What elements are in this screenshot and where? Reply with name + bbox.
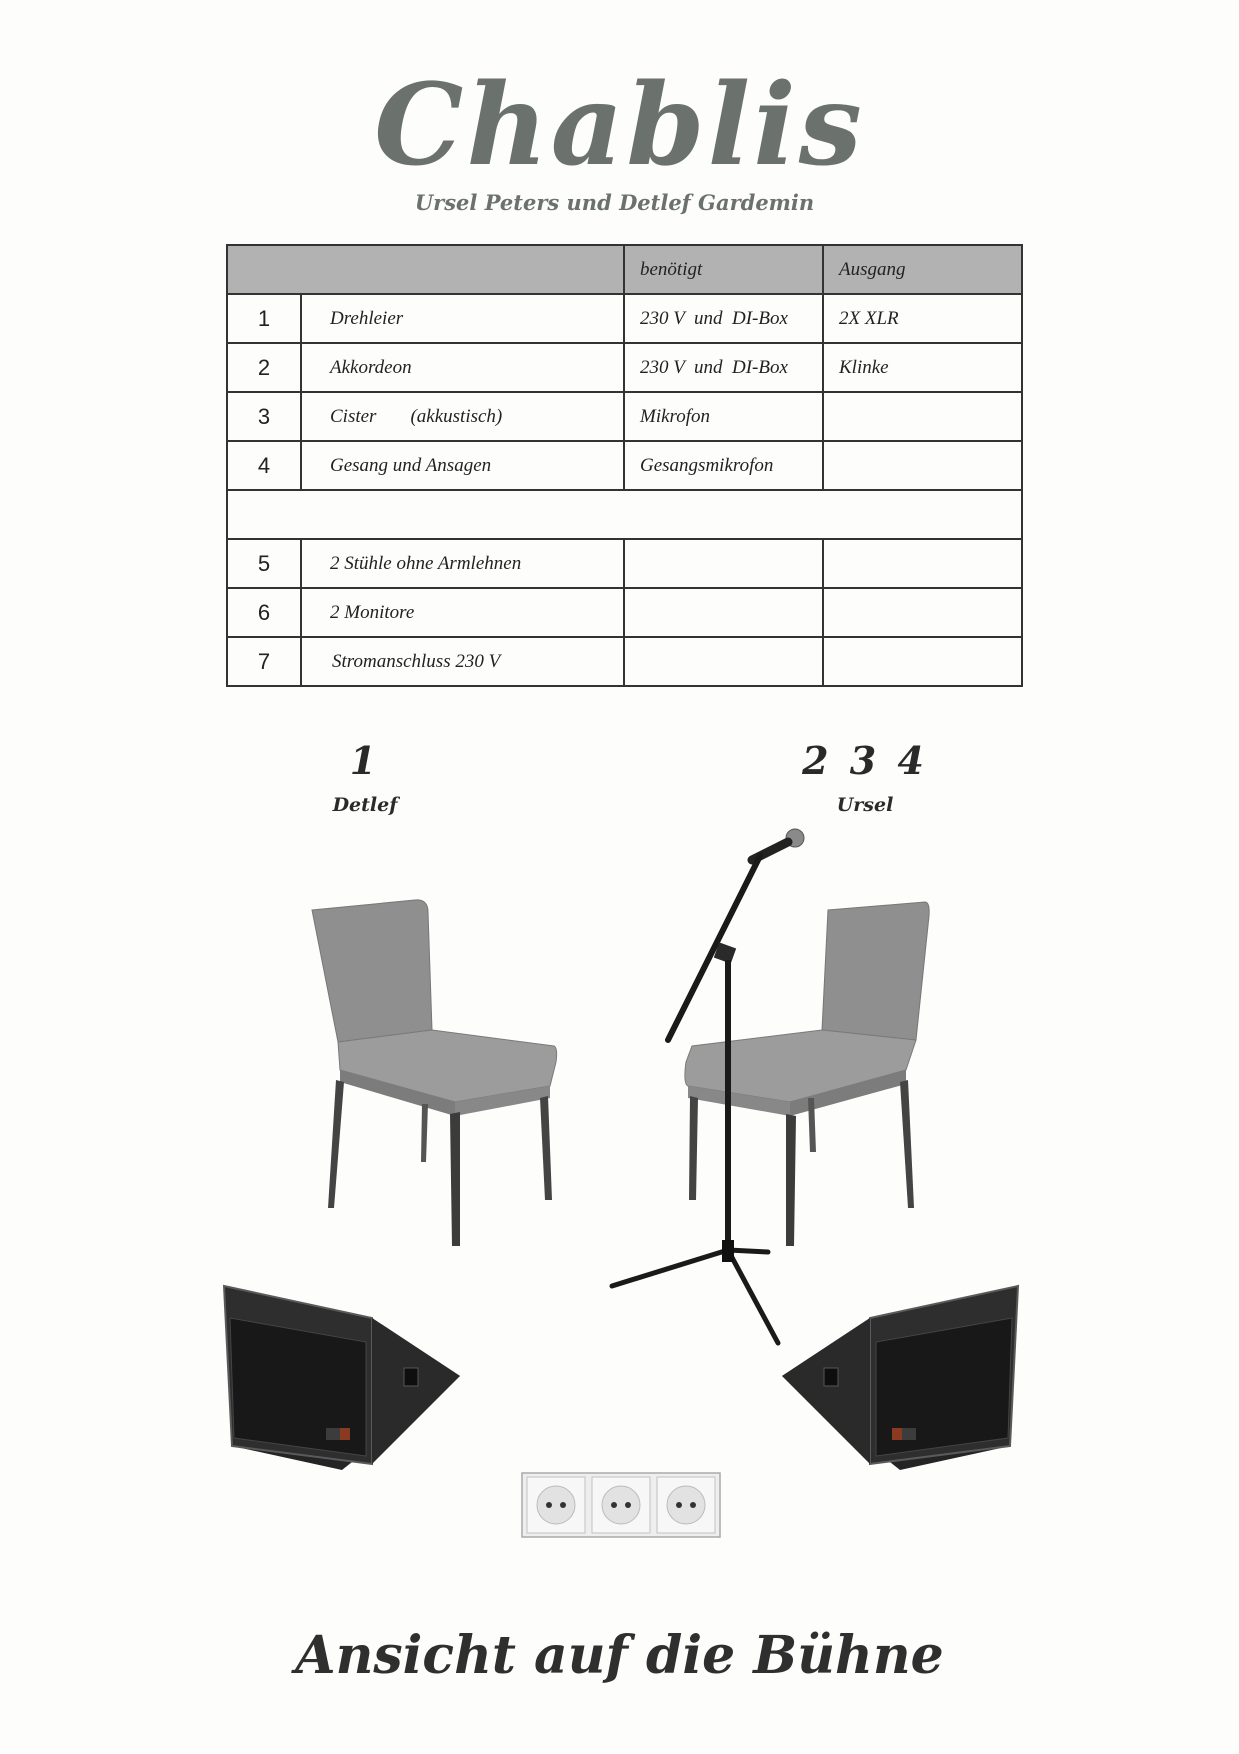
table-row [227, 294, 1022, 343]
table-spacer-row [227, 490, 1022, 539]
stage-view-caption: Ansicht auf die Bühne [295, 1625, 944, 1686]
row-item-cell [301, 392, 624, 441]
header-output: Ausgang [823, 245, 1022, 294]
row-needed: 230 V und DI-Box [624, 343, 823, 392]
band-members: Ursel Peters und Detlef Gardemin [414, 190, 815, 215]
right-performer-name: Ursel [836, 794, 894, 816]
power-outlets-image [521, 1472, 721, 1538]
table-row [227, 539, 1022, 588]
row-output: Klinke [823, 343, 1022, 392]
row-needed [624, 539, 823, 588]
row-output: 2X XLR [823, 294, 1022, 343]
row-needed: Gesangsmikrofon [624, 441, 823, 490]
row-number: 6 [227, 588, 301, 637]
table-header-row [227, 245, 1022, 294]
row-needed: 230 V und DI-Box [624, 294, 823, 343]
left-position-numbers: 1 [349, 738, 381, 783]
left-performer-name: Detlef [332, 794, 398, 816]
row-item: Gesang und Ansagen [301, 441, 624, 490]
row-number: 2 [227, 343, 301, 392]
row-item: Stromanschluss 230 V [301, 637, 624, 686]
row-item: Cister [330, 405, 377, 427]
right-position-numbers: 2 3 4 [802, 738, 928, 783]
monitor-right-image [775, 1278, 1020, 1474]
row-output [823, 588, 1022, 637]
row-number: 3 [227, 392, 301, 441]
chair-left-image [300, 890, 570, 1250]
table-row [227, 441, 1022, 490]
row-needed [624, 588, 823, 637]
row-output [823, 392, 1022, 441]
row-number: 7 [227, 637, 301, 686]
header-needed: benötigt [624, 245, 823, 294]
row-needed [624, 637, 823, 686]
row-item: 2 Stühle ohne Armlehnen [301, 539, 624, 588]
technical-rider-table [226, 244, 1023, 687]
outlet-socket [657, 1477, 715, 1533]
row-needed: Mikrofon [624, 392, 823, 441]
row-item: 2 Monitore [301, 588, 624, 637]
row-number: 4 [227, 441, 301, 490]
outlet-socket [592, 1477, 650, 1533]
position-label-right [790, 738, 940, 816]
row-item: Drehleier [301, 294, 624, 343]
row-output [823, 637, 1022, 686]
table-row [227, 343, 1022, 392]
band-title: Chablis [374, 60, 865, 191]
position-label-left [290, 738, 440, 816]
row-number: 5 [227, 539, 301, 588]
outlet-socket [527, 1477, 585, 1533]
row-output [823, 441, 1022, 490]
table-row [227, 392, 1022, 441]
row-item-note: (akkustisch) [410, 405, 503, 427]
row-output [823, 539, 1022, 588]
row-item: Akkordeon [301, 343, 624, 392]
page-header [0, 60, 1239, 215]
table-row [227, 588, 1022, 637]
spacer-cell [227, 490, 1022, 539]
table-row [227, 637, 1022, 686]
header-empty-cell [227, 245, 624, 294]
row-number: 1 [227, 294, 301, 343]
monitor-left-image [222, 1278, 467, 1474]
